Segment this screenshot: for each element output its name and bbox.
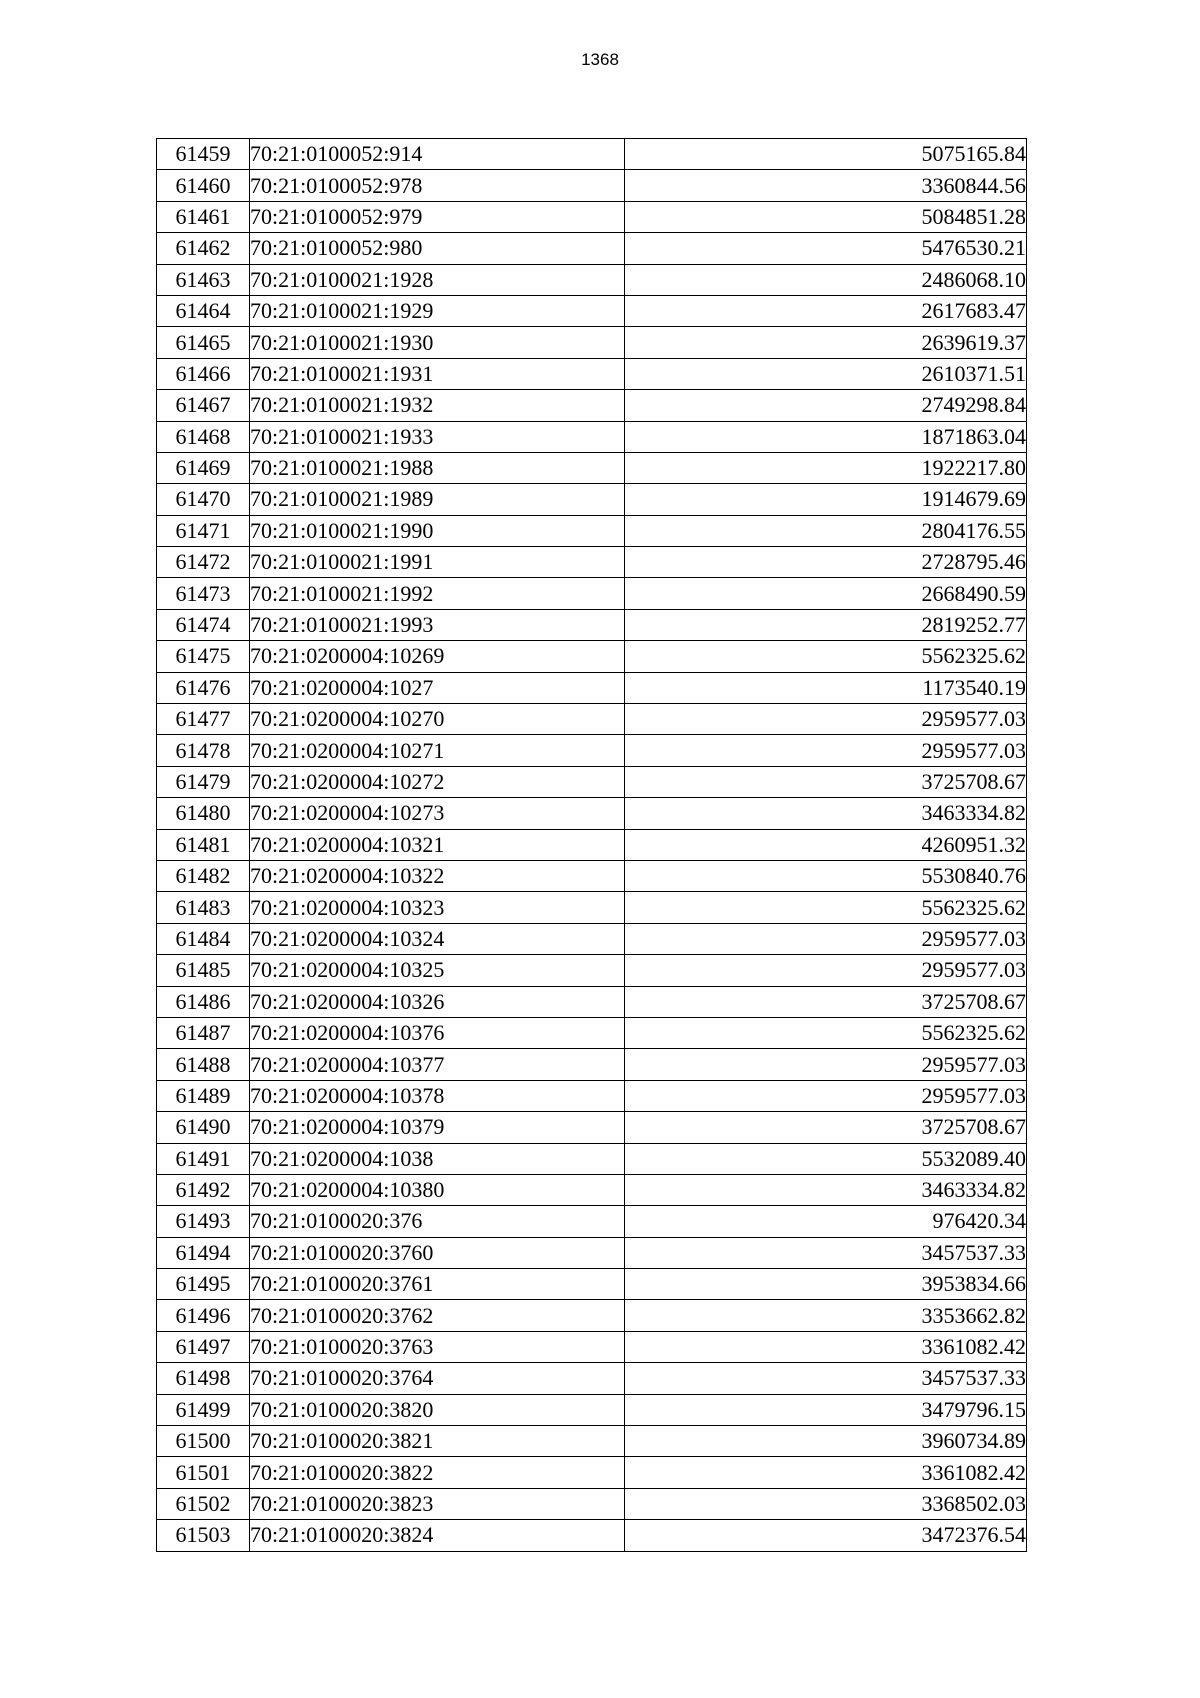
- row-number-cell: 61466: [157, 358, 250, 389]
- row-number-cell: 61485: [157, 955, 250, 986]
- table-row: [157, 421, 1027, 452]
- row-number-cell: 61490: [157, 1112, 250, 1143]
- cadastral-value-cell: 1871863.04: [625, 421, 1027, 452]
- cadastral-value-cell: 3353662.82: [625, 1300, 1027, 1331]
- cadastral-value-table: [156, 138, 1027, 1552]
- cadastral-number-cell: 70:21:0100021:1991: [250, 547, 625, 578]
- table-row: [157, 986, 1027, 1017]
- cadastral-value-cell: 2959577.03: [625, 955, 1027, 986]
- table-row: [157, 1457, 1027, 1488]
- cadastral-value-cell: 5532089.40: [625, 1143, 1027, 1174]
- table-row: [157, 1112, 1027, 1143]
- cadastral-value-cell: 2668490.59: [625, 578, 1027, 609]
- cadastral-number-cell: 70:21:0100020:376: [250, 1206, 625, 1237]
- row-number-cell: 61461: [157, 201, 250, 232]
- cadastral-number-cell: 70:21:0100020:3824: [250, 1520, 625, 1551]
- cadastral-value-cell: 3361082.42: [625, 1331, 1027, 1362]
- cadastral-number-cell: 70:21:0100020:3761: [250, 1269, 625, 1300]
- cadastral-value-cell: 2617683.47: [625, 295, 1027, 326]
- row-number-cell: 61496: [157, 1300, 250, 1331]
- table-row: [157, 923, 1027, 954]
- cadastral-value-cell: 1914679.69: [625, 484, 1027, 515]
- table-row: [157, 672, 1027, 703]
- cadastral-value-cell: 3960734.89: [625, 1426, 1027, 1457]
- table-row: [157, 704, 1027, 735]
- table-row: [157, 139, 1027, 170]
- cadastral-value-cell: 5562325.62: [625, 892, 1027, 923]
- row-number-cell: 61495: [157, 1269, 250, 1300]
- row-number-cell: 61503: [157, 1520, 250, 1551]
- row-number-cell: 61472: [157, 547, 250, 578]
- cadastral-number-cell: 70:21:0100020:3763: [250, 1331, 625, 1362]
- cadastral-number-cell: 70:21:0200004:10326: [250, 986, 625, 1017]
- table-row: [157, 766, 1027, 797]
- cadastral-number-cell: 70:21:0100021:1928: [250, 264, 625, 295]
- row-number-cell: 61462: [157, 233, 250, 264]
- row-number-cell: 61498: [157, 1363, 250, 1394]
- cadastral-number-cell: 70:21:0200004:10376: [250, 1017, 625, 1048]
- row-number-cell: 61475: [157, 641, 250, 672]
- table-row: [157, 1426, 1027, 1457]
- page-number: 1368: [581, 50, 619, 69]
- table-row: [157, 1017, 1027, 1048]
- cadastral-value-cell: 2959577.03: [625, 1049, 1027, 1080]
- table-row: [157, 829, 1027, 860]
- cadastral-value-cell: 2486068.10: [625, 264, 1027, 295]
- table-row: [157, 1363, 1027, 1394]
- row-number-cell: 61460: [157, 170, 250, 201]
- cadastral-value-cell: 2959577.03: [625, 1080, 1027, 1111]
- cadastral-value-cell: 2610371.51: [625, 358, 1027, 389]
- row-number-cell: 61478: [157, 735, 250, 766]
- row-number-cell: 61484: [157, 923, 250, 954]
- cadastral-number-cell: 70:21:0100020:3820: [250, 1394, 625, 1425]
- table-row: [157, 170, 1027, 201]
- row-number-cell: 61497: [157, 1331, 250, 1362]
- cadastral-number-cell: 70:21:0100021:1988: [250, 452, 625, 483]
- table-row: [157, 452, 1027, 483]
- table-row: [157, 578, 1027, 609]
- cadastral-value-cell: 5562325.62: [625, 1017, 1027, 1048]
- row-number-cell: 61494: [157, 1237, 250, 1268]
- cadastral-number-cell: 70:21:0100021:1929: [250, 295, 625, 326]
- cadastral-value-cell: 3457537.33: [625, 1237, 1027, 1268]
- cadastral-number-cell: 70:21:0200004:10325: [250, 955, 625, 986]
- cadastral-value-cell: 3479796.15: [625, 1394, 1027, 1425]
- table-row: [157, 1488, 1027, 1519]
- table-row: [157, 1080, 1027, 1111]
- row-number-cell: 61488: [157, 1049, 250, 1080]
- row-number-cell: 61483: [157, 892, 250, 923]
- table-row: [157, 547, 1027, 578]
- table-row: [157, 955, 1027, 986]
- cadastral-number-cell: 70:21:0100020:3821: [250, 1426, 625, 1457]
- cadastral-value-cell: 2959577.03: [625, 704, 1027, 735]
- cadastral-number-cell: 70:21:0200004:10271: [250, 735, 625, 766]
- row-number-cell: 61465: [157, 327, 250, 358]
- table-row: [157, 233, 1027, 264]
- cadastral-value-cell: 1922217.80: [625, 452, 1027, 483]
- row-number-cell: 61477: [157, 704, 250, 735]
- table-row: [157, 1049, 1027, 1080]
- row-number-cell: 61469: [157, 452, 250, 483]
- cadastral-number-cell: 70:21:0100052:978: [250, 170, 625, 201]
- cadastral-value-cell: 3360844.56: [625, 170, 1027, 201]
- cadastral-number-cell: 70:21:0100021:1990: [250, 515, 625, 546]
- table-row: [157, 641, 1027, 672]
- cadastral-value-cell: 5530840.76: [625, 860, 1027, 891]
- cadastral-number-cell: 70:21:0100052:914: [250, 139, 625, 170]
- table-body: [157, 139, 1027, 1552]
- row-number-cell: 61489: [157, 1080, 250, 1111]
- cadastral-number-cell: 70:21:0100021:1933: [250, 421, 625, 452]
- cadastral-value-cell: 2819252.77: [625, 609, 1027, 640]
- row-number-cell: 61464: [157, 295, 250, 326]
- cadastral-value-cell: 4260951.32: [625, 829, 1027, 860]
- table-row: [157, 1394, 1027, 1425]
- row-number-cell: 61482: [157, 860, 250, 891]
- cadastral-number-cell: 70:21:0200004:10380: [250, 1174, 625, 1205]
- row-number-cell: 61501: [157, 1457, 250, 1488]
- cadastral-value-cell: 3368502.03: [625, 1488, 1027, 1519]
- row-number-cell: 61463: [157, 264, 250, 295]
- cadastral-number-cell: 70:21:0200004:10377: [250, 1049, 625, 1080]
- cadastral-value-cell: 3725708.67: [625, 766, 1027, 797]
- table-row: [157, 1331, 1027, 1362]
- table-row: [157, 735, 1027, 766]
- table-row: [157, 1143, 1027, 1174]
- cadastral-number-cell: 70:21:0200004:10321: [250, 829, 625, 860]
- cadastral-value-cell: 1173540.19: [625, 672, 1027, 703]
- cadastral-value-cell: 5084851.28: [625, 201, 1027, 232]
- cadastral-number-cell: 70:21:0100020:3822: [250, 1457, 625, 1488]
- row-number-cell: 61476: [157, 672, 250, 703]
- table-row: [157, 892, 1027, 923]
- table-row: [157, 1520, 1027, 1551]
- cadastral-value-cell: 976420.34: [625, 1206, 1027, 1237]
- table-row: [157, 1206, 1027, 1237]
- cadastral-value-cell: 2959577.03: [625, 735, 1027, 766]
- cadastral-number-cell: 70:21:0100021:1932: [250, 390, 625, 421]
- table-row: [157, 358, 1027, 389]
- cadastral-value-cell: 5476530.21: [625, 233, 1027, 264]
- cadastral-number-cell: 70:21:0200004:1027: [250, 672, 625, 703]
- cadastral-number-cell: 70:21:0200004:10324: [250, 923, 625, 954]
- cadastral-value-cell: 3953834.66: [625, 1269, 1027, 1300]
- cadastral-number-cell: 70:21:0200004:1038: [250, 1143, 625, 1174]
- cadastral-value-cell: 3472376.54: [625, 1520, 1027, 1551]
- row-number-cell: 61492: [157, 1174, 250, 1205]
- cadastral-number-cell: 70:21:0100021:1989: [250, 484, 625, 515]
- table-row: [157, 515, 1027, 546]
- row-number-cell: 61493: [157, 1206, 250, 1237]
- table-row: [157, 201, 1027, 232]
- row-number-cell: 61468: [157, 421, 250, 452]
- cadastral-number-cell: 70:21:0100020:3823: [250, 1488, 625, 1519]
- cadastral-number-cell: 70:21:0100020:3764: [250, 1363, 625, 1394]
- cadastral-value-cell: 2959577.03: [625, 923, 1027, 954]
- row-number-cell: 61474: [157, 609, 250, 640]
- table-row: [157, 295, 1027, 326]
- cadastral-number-cell: 70:21:0200004:10323: [250, 892, 625, 923]
- cadastral-number-cell: 70:21:0100052:980: [250, 233, 625, 264]
- cadastral-value-cell: 2804176.55: [625, 515, 1027, 546]
- cadastral-number-cell: 70:21:0200004:10273: [250, 798, 625, 829]
- cadastral-value-cell: 3361082.42: [625, 1457, 1027, 1488]
- cadastral-value-cell: 3725708.67: [625, 1112, 1027, 1143]
- cadastral-number-cell: 70:21:0100020:3762: [250, 1300, 625, 1331]
- row-number-cell: 61467: [157, 390, 250, 421]
- cadastral-number-cell: 70:21:0200004:10378: [250, 1080, 625, 1111]
- row-number-cell: 61479: [157, 766, 250, 797]
- table-row: [157, 609, 1027, 640]
- cadastral-value-cell: 5562325.62: [625, 641, 1027, 672]
- cadastral-value-cell: 5075165.84: [625, 139, 1027, 170]
- cadastral-value-cell: 2728795.46: [625, 547, 1027, 578]
- cadastral-number-cell: 70:21:0100020:3760: [250, 1237, 625, 1268]
- cadastral-value-cell: 2639619.37: [625, 327, 1027, 358]
- row-number-cell: 61473: [157, 578, 250, 609]
- row-number-cell: 61459: [157, 139, 250, 170]
- table-row: [157, 798, 1027, 829]
- row-number-cell: 61500: [157, 1426, 250, 1457]
- table-row: [157, 860, 1027, 891]
- cadastral-number-cell: 70:21:0100021:1930: [250, 327, 625, 358]
- row-number-cell: 61499: [157, 1394, 250, 1425]
- table-row: [157, 390, 1027, 421]
- row-number-cell: 61491: [157, 1143, 250, 1174]
- cadastral-value-cell: 3463334.82: [625, 1174, 1027, 1205]
- table-row: [157, 1269, 1027, 1300]
- cadastral-value-cell: 3725708.67: [625, 986, 1027, 1017]
- cadastral-number-cell: 70:21:0200004:10379: [250, 1112, 625, 1143]
- table-row: [157, 1174, 1027, 1205]
- cadastral-number-cell: 70:21:0200004:10322: [250, 860, 625, 891]
- cadastral-number-cell: 70:21:0100052:979: [250, 201, 625, 232]
- table-row: [157, 264, 1027, 295]
- row-number-cell: 61502: [157, 1488, 250, 1519]
- row-number-cell: 61480: [157, 798, 250, 829]
- cadastral-number-cell: 70:21:0200004:10272: [250, 766, 625, 797]
- cadastral-value-cell: 3463334.82: [625, 798, 1027, 829]
- cadastral-value-cell: 2749298.84: [625, 390, 1027, 421]
- cadastral-number-cell: 70:21:0100021:1993: [250, 609, 625, 640]
- table-row: [157, 1237, 1027, 1268]
- table-row: [157, 484, 1027, 515]
- table-row: [157, 327, 1027, 358]
- table-row: [157, 1300, 1027, 1331]
- row-number-cell: 61481: [157, 829, 250, 860]
- row-number-cell: 61470: [157, 484, 250, 515]
- cadastral-number-cell: 70:21:0100021:1931: [250, 358, 625, 389]
- row-number-cell: 61486: [157, 986, 250, 1017]
- cadastral-number-cell: 70:21:0100021:1992: [250, 578, 625, 609]
- cadastral-number-cell: 70:21:0200004:10270: [250, 704, 625, 735]
- row-number-cell: 61471: [157, 515, 250, 546]
- cadastral-value-cell: 3457537.33: [625, 1363, 1027, 1394]
- cadastral-number-cell: 70:21:0200004:10269: [250, 641, 625, 672]
- row-number-cell: 61487: [157, 1017, 250, 1048]
